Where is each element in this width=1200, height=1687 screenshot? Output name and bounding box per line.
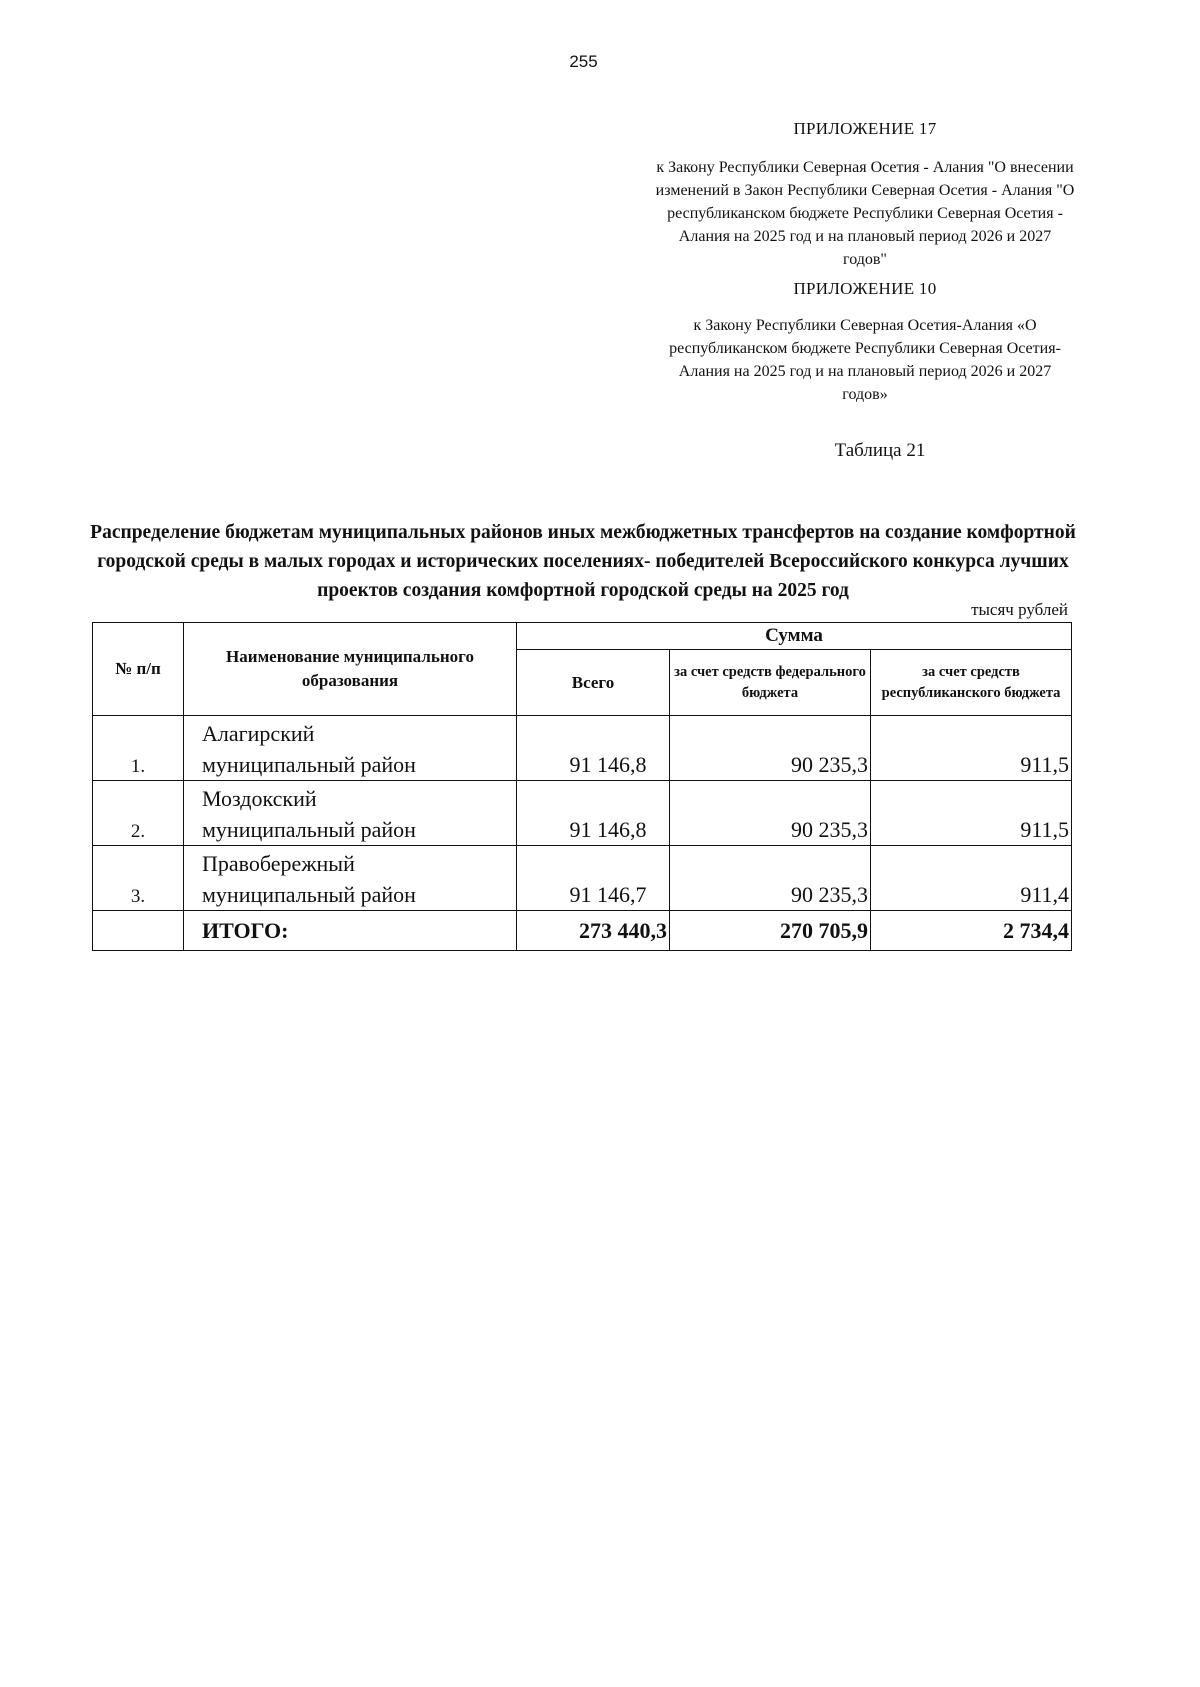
row-republic: 911,4: [871, 846, 1072, 911]
header-num: № п/п: [93, 623, 184, 716]
table-row: [93, 781, 1072, 846]
row-total: 91 146,8: [517, 716, 670, 781]
table-row: [93, 846, 1072, 911]
row-name-line2: муниципальный район: [202, 817, 416, 842]
row-federal: 90 235,3: [670, 716, 871, 781]
total-label: ИТОГО:: [184, 911, 517, 951]
row-name: [184, 716, 517, 781]
page-number: 255: [569, 52, 598, 71]
appendix-10-text: к Закону Республики Северная Осетия-Алания «О республиканском бюджете Республики Северная Осетия-Алания на 2025 год и на плановый период 2026 и 2027 годов»: [669, 317, 1061, 403]
total-total: 273 440,3: [517, 911, 670, 951]
row-federal: 90 235,3: [670, 781, 871, 846]
row-num: 2.: [93, 781, 184, 846]
header-republic: за счет средств республиканского бюджета: [871, 650, 1072, 716]
table-header-row: [93, 623, 1072, 650]
row-num: 1.: [93, 716, 184, 781]
header-sum: Сумма: [517, 623, 1072, 650]
table-total-row: [93, 911, 1072, 951]
appendix-17-text: к Закону Республики Северная Осетия - Алания "О внесении изменений в Закон Республики Северная Осетия - Алания "О республиканском бюджете Республики Северная Осетия - Алания на 2025 год и на плановый период 2026 и 2027 годов": [655, 159, 1075, 268]
appendix-17-title: ПРИЛОЖЕНИЕ 17: [793, 119, 937, 138]
row-total: 91 146,7: [517, 846, 670, 911]
row-name: [184, 846, 517, 911]
header-name: Наименование муниципального образования: [184, 623, 517, 716]
appendix-10-title: ПРИЛОЖЕНИЕ 10: [793, 279, 937, 298]
header-total: Всего: [517, 650, 670, 716]
budget-table: [92, 622, 1072, 951]
row-federal: 90 235,3: [670, 846, 871, 911]
row-name: [184, 781, 517, 846]
row-num: 3.: [93, 846, 184, 911]
row-name-line1: Моздокский: [202, 786, 317, 811]
row-republic: 911,5: [871, 781, 1072, 846]
row-name-line2: муниципальный район: [202, 882, 416, 907]
row-name-line2: муниципальный район: [202, 752, 416, 777]
row-total: 91 146,8: [517, 781, 670, 846]
header-federal: за счет средств федерального бюджета: [670, 650, 871, 716]
row-republic: 911,5: [871, 716, 1072, 781]
units-label: тысяч рублей: [971, 600, 1068, 619]
table-number: Таблица 21: [834, 440, 926, 461]
total-republic: 2 734,4: [871, 911, 1072, 951]
table-row: [93, 716, 1072, 781]
row-name-line1: Правобережный: [202, 851, 355, 876]
document-title: Распределение бюджетам муниципальных районов иных межбюджетных трансфертов на создание комфортной городской среды в малых городах и исторических поселениях- победителей Всероссийского конкурса лучших проектов создания комфортной городской среды на 2025 год: [90, 522, 1076, 601]
row-name-line1: Алагирский: [202, 721, 315, 746]
total-federal: 270 705,9: [670, 911, 871, 951]
total-num-empty: [93, 911, 184, 951]
